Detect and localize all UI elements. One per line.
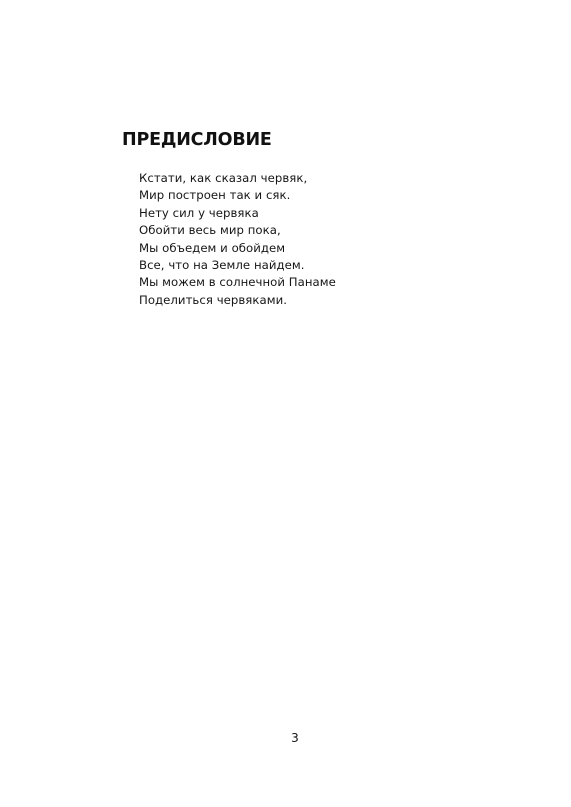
verse-line: Мир построен так и сяк.	[139, 188, 291, 203]
verse-line: Кстати, как сказал червяк,	[139, 171, 308, 185]
verse-line: Мы можем в солнечной Панаме	[139, 275, 336, 290]
verse-block	[139, 170, 336, 309]
verse-line: Все, что на Земле найдем.	[139, 257, 305, 272]
verse-line: Поделиться червяками.	[139, 292, 287, 307]
verse-line: Обойти весь мир пока,	[139, 223, 281, 238]
page-number: 3	[291, 731, 299, 745]
section-heading: ПРЕДИСЛОВИЕ	[122, 130, 272, 150]
verse-line: Мы объедем и обойдем	[139, 240, 286, 255]
verse-line: Нету сил у червяка	[139, 205, 259, 220]
